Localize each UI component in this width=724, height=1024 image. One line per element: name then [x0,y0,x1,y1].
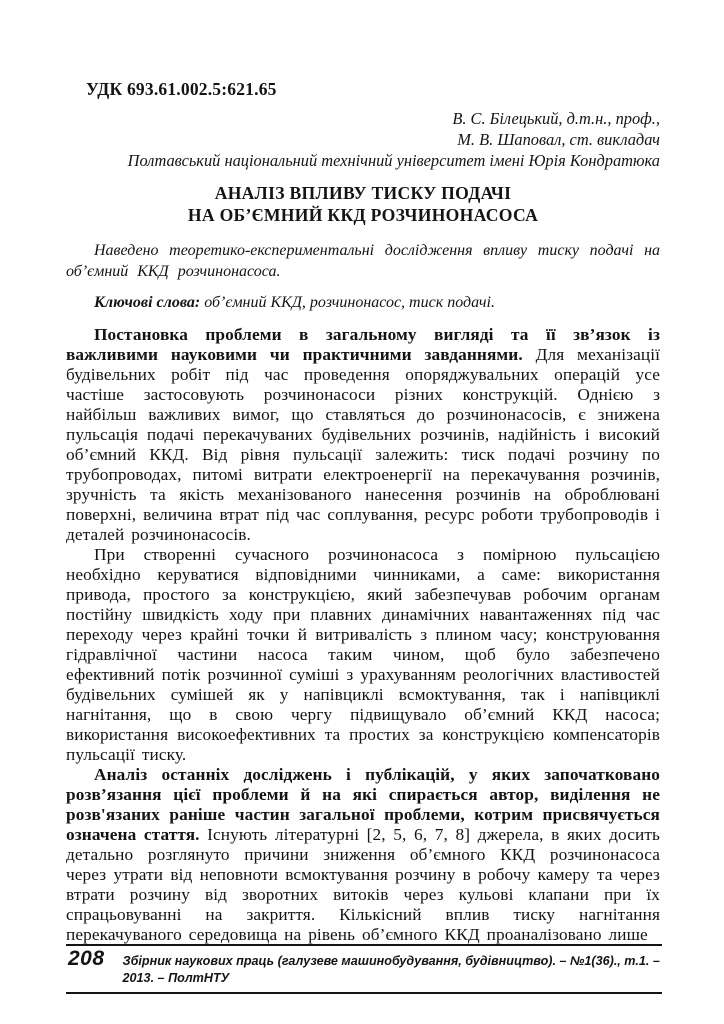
page-footer [66,944,662,994]
keywords-text: об’ємний ККД, розчинонасос, тиск подачі. [200,294,495,311]
paragraph-design-factors [66,545,660,765]
udc-code: УДК 693.61.002.5:621.65 [86,79,277,99]
paragraph-text: Для механізації будівельних робіт під час проведення опоряджувальних операцій усе частіше застосовують розчинонасоси різних конструкцій. Однією з найбільш важливих вимог, що ставляться до розчинонасосів, є знижена пульсація подачі перекачуваних будівельних розчинів, надійність і високий об’ємний ККД. Від рівня пульсації залежить: тиск подачі розчину по трубопроводах, питомі витрати електроенергії на перекачування розчинів, зручність та якість механізованого нанесення розчинів на оброблювані поверхні, величина втрат під час соплування, ресурс роботи трубопроводів і деталей розчинонасосів. [66,345,660,544]
page-number: 208 [68,947,105,970]
paragraph-text: Існують літературні [2, 5, 6, 7, 8] джерела, в яких досить детально розглянуто причини зниження об’ємного ККД розчинонасоса через утрати від неповноти всмоктування розчину в робочу камеру та через втрати розчину від зворотних витоків через кульові клапани при їх спрацьовуванні на закриття. Кількісний вплив тиску нагнітання перекачуваного середовища на рівень об’ємного ККД проаналізовано лише [66,825,660,944]
paragraph-lead: Постановка проблеми в загальному вигляді та її зв’язок із важливими науковими чи практичними завданнями. [66,325,660,364]
article-title-line-2: НА ОБ’ЄМНИЙ ККД РОЗЧИНОНАСОСА [187,205,539,225]
abstract: Наведено теоретико-експериментальні дослідження впливу тиску подачі на об’ємний ККД розчинонасоса. [66,242,660,280]
author-block [66,108,660,171]
author-line-2: М. В. Шаповал, ст. викладач [457,130,660,149]
author-line-1: В. С. Білецький, д.т.н., проф., [452,109,660,128]
article-body [66,325,660,945]
keywords-line [66,292,660,313]
paragraph-text: При створенні сучасного розчинонасоса з помірною пульсацією необхідно керуватися відповідними чинниками, а саме: використання привода, простого за конструкцією, який забезпечував робочим органам постійну швидкість ходу при плавних динамічних навантаженнях під час переходу через крайні точки й витривалість з плином часу; конструювання гідравлічної частини насоса таким чином, щоб було забезпечено ефективний потік розчинної суміші з урахуванням реологічних властивостей будівельних сумішей як у напівциклі всмоктування, так і напівциклі нагнітання, що в свою чергу підвищувало об’ємний ККД насоса; використання високоефективних та простих за конструкцією компенсаторів пульсації тиску. [66,545,660,764]
paragraph-lead: Аналіз останніх досліджень і публікацій, у яких започатковано розв’язання цієї проблеми й на які спирається автор, виділення не розв'язаних раніше частин загальної проблеми, котрим присвячується означена стаття. [66,765,660,844]
affiliation: Полтавський національний технічний університет імені Юрія Кондратюка [127,151,660,170]
page-content [66,78,660,945]
keywords-label: Ключові слова: [94,294,201,311]
footer-journal-info: Збірник наукових праць (галузеве машинобудування, будівництво). – №1(36)., т.1. – 2013. – ПолтНТУ [122,954,660,985]
paragraph-problem-statement [66,325,660,545]
paragraph-literature-review [66,765,660,945]
article-title-line-1: АНАЛІЗ ВПЛИВУ ТИСКУ ПОДАЧІ [214,183,512,203]
article-title [66,182,660,226]
